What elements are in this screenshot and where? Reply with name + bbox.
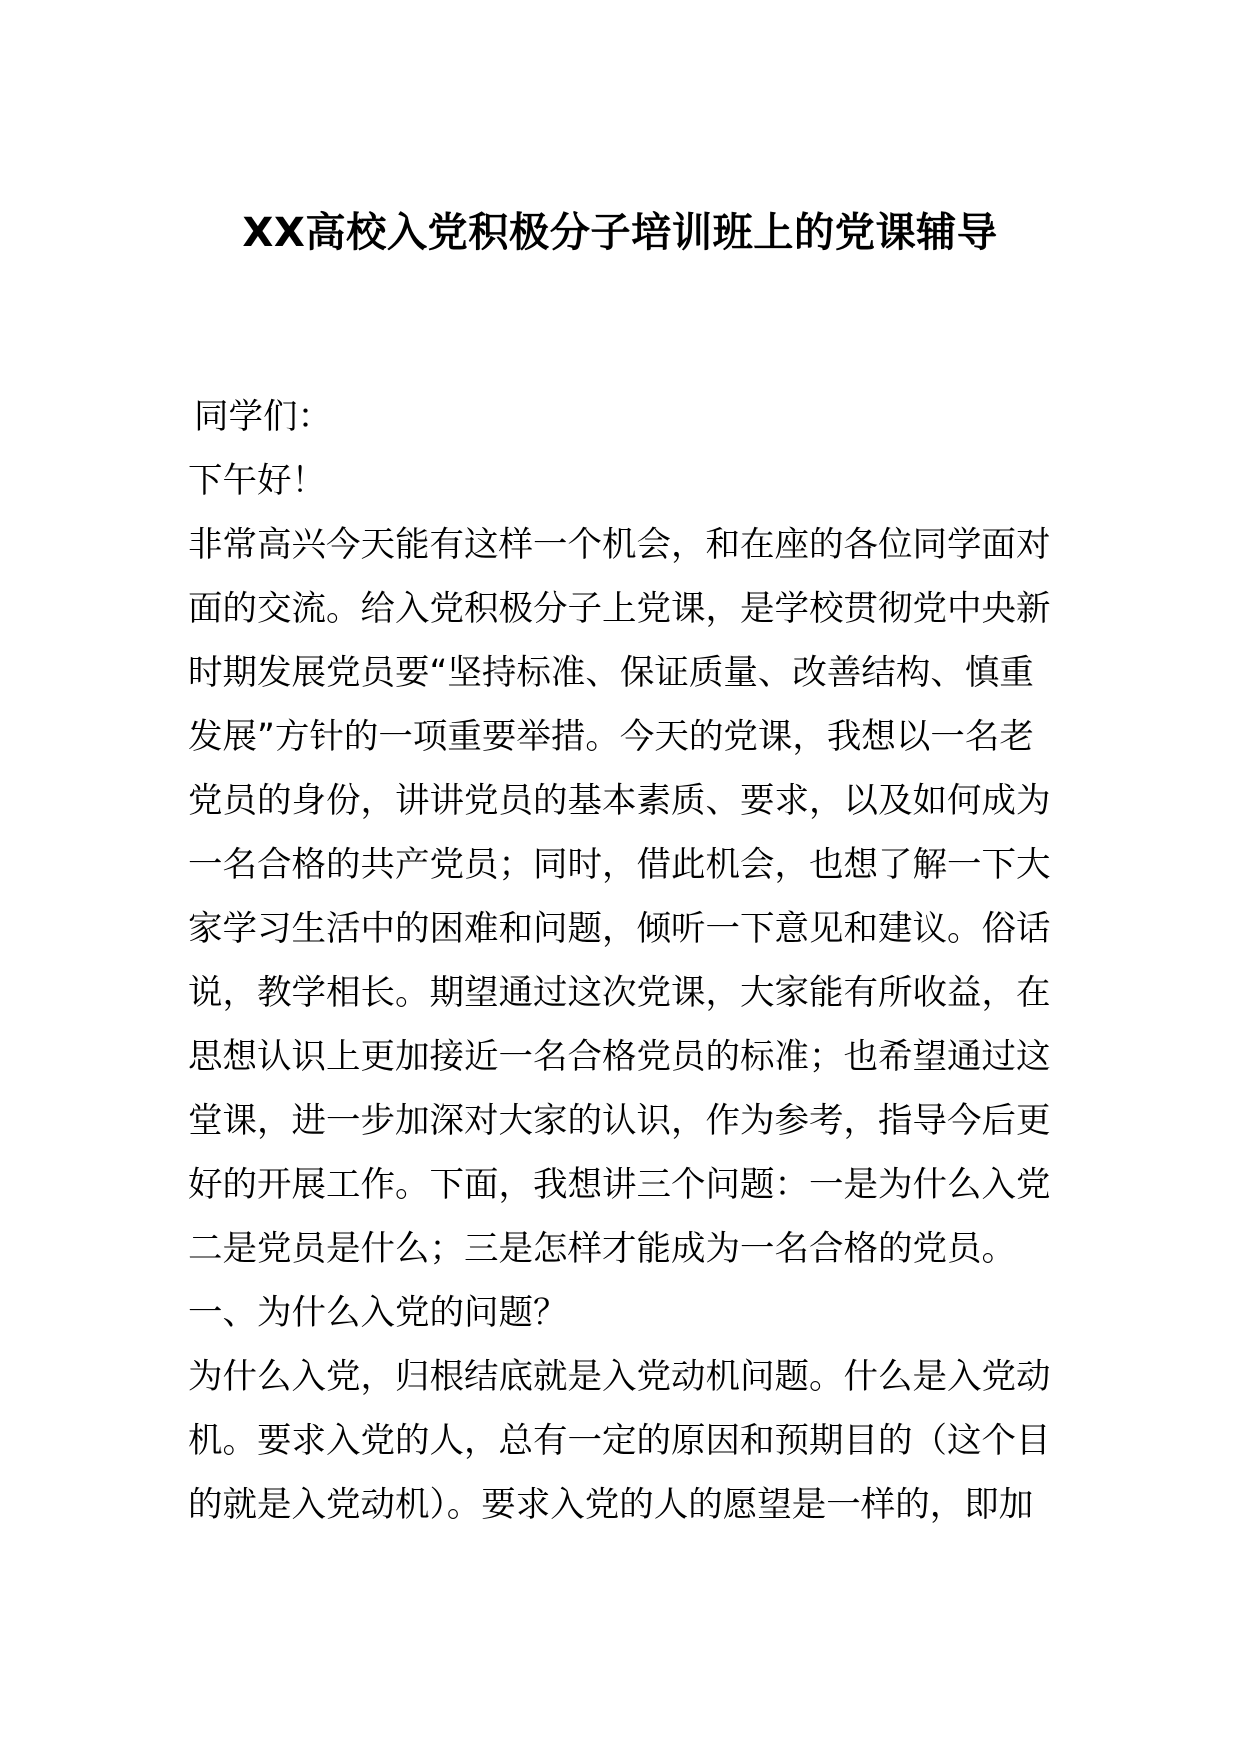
paragraph-line: 机。要求入党的人，总有一定的原因和预期目的（这个目 [188,1421,1051,1461]
greeting: 下午好！ [188,461,326,501]
paragraph-line: 思想认识上更加接近一名合格党员的标准；也希望通过这 [188,1037,1051,1077]
document-title: XX高校入党积极分子培训班上的党课辅导 [242,210,998,256]
paragraph-line: 为什么入党，归根结底就是入党动机问题。什么是入党动 [188,1357,1051,1397]
paragraph-line: 发展”方针的一项重要举措。今天的党课，我想以一名老 [188,717,1034,757]
paragraph-line: 说，教学相长。期望通过这次党课，大家能有所收益，在 [188,973,1051,1013]
paragraph-line: 二是党员是什么；三是怎样才能成为一名合格的党员。 [188,1229,1016,1269]
paragraph-line: 党员的身份，讲讲党员的基本素质、要求，以及如何成为 [188,781,1051,821]
paragraph-line: 面的交流。给入党积极分子上党课，是学校贯彻党中央新 [188,589,1051,629]
paragraph-line: 的就是入党动机）。要求入党的人的愿望是一样的，即加 [188,1485,1034,1525]
paragraph-line: 家学习生活中的困难和问题，倾听一下意见和建议。俗话 [188,909,1051,949]
paragraph-line: 非常高兴今天能有这样一个机会，和在座的各位同学面对 [188,525,1051,565]
section-heading: 一、为什么入党的问题？ [188,1293,568,1333]
paragraph-line: 堂课，进一步加深对大家的认识，作为参考，指导今后更 [188,1101,1051,1141]
paragraph-line: 好的开展工作。下面，我想讲三个问题：一是为什么入党 [188,1165,1051,1205]
salutation: 同学们： [194,397,332,437]
paragraph-line: 一名合格的共产党员；同时，借此机会，也想了解一下大 [188,845,1051,885]
paragraph-line: 时期发展党员要“坚持标准、保证质量、改善结构、慎重 [188,653,1034,693]
